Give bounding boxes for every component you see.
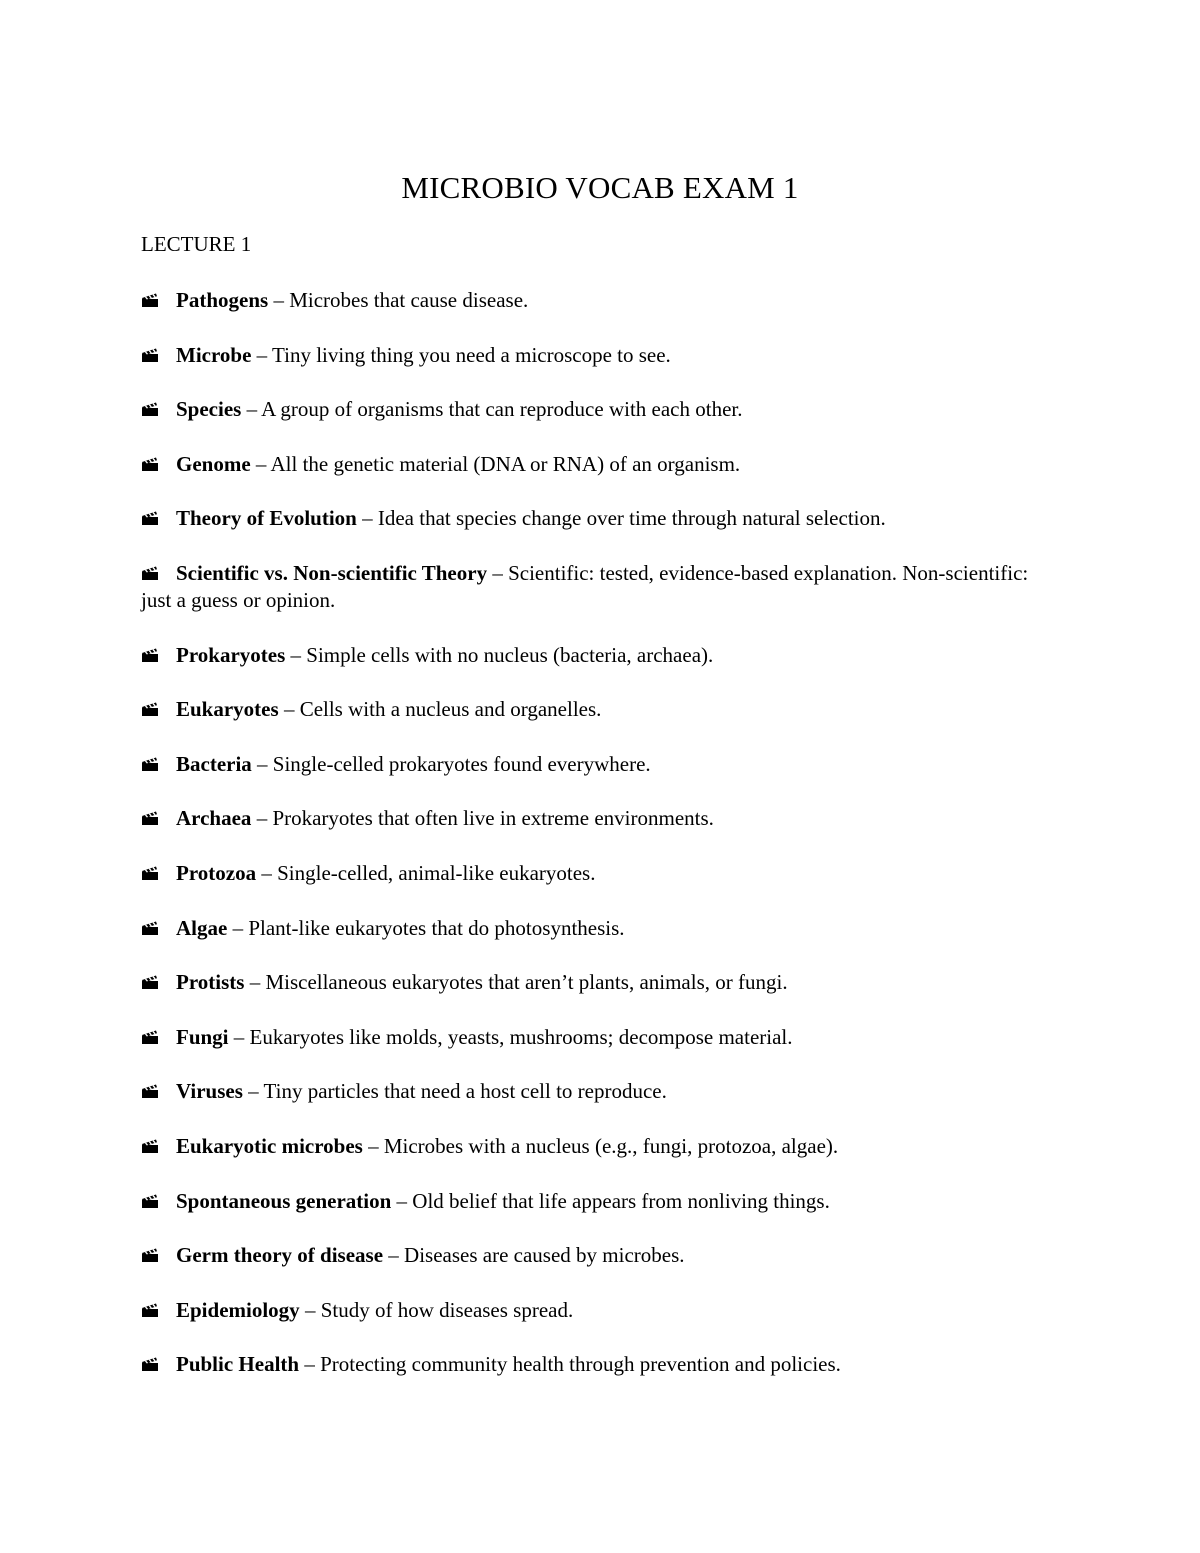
term-separator: – [227, 915, 249, 940]
term-separator: – [383, 1243, 405, 1268]
list-item [141, 642, 1061, 669]
term-separator: – [285, 642, 307, 667]
list-item [141, 287, 1061, 314]
list-item [141, 696, 1061, 723]
term-separator: – [228, 1024, 250, 1049]
list-item [141, 1133, 1061, 1160]
list-item [141, 505, 1061, 532]
term-separator: – [362, 1133, 384, 1158]
vocab-definition: Tiny living thing you need a microscope to see. [272, 342, 671, 367]
list-item [141, 805, 1061, 832]
list-item [141, 1297, 1061, 1324]
vocab-term: Protists [176, 970, 245, 995]
clapperboard-bullet-icon [141, 751, 176, 778]
clapperboard-bullet-icon [141, 969, 176, 996]
vocab-term: Public Health [176, 1352, 300, 1377]
list-item [141, 860, 1061, 887]
vocab-term: Species [176, 397, 242, 422]
vocab-term: Protozoa [176, 860, 257, 885]
vocab-definition: Miscellaneous eukaryotes that aren’t plants, animals, or fungi. [265, 970, 788, 995]
term-separator: – [251, 342, 273, 367]
clapperboard-bullet-icon [141, 805, 176, 832]
list-item [141, 1242, 1061, 1269]
list-item [141, 396, 1061, 423]
vocab-definition: Scientific: tested, evidence-based explanation. Non-scientific: just a guess or opinion. [141, 560, 1029, 612]
vocab-term: Eukaryotes [176, 697, 279, 722]
vocab-term: Fungi [176, 1024, 229, 1049]
list-item [141, 1351, 1061, 1378]
vocab-definition: Eukaryotes like molds, yeasts, mushrooms; decompose material. [249, 1024, 793, 1049]
vocab-term: Germ theory of disease [176, 1243, 384, 1268]
vocab-definition: Prokaryotes that often live in extreme environments. [272, 806, 714, 831]
clapperboard-bullet-icon [141, 560, 176, 587]
clapperboard-bullet-icon [141, 696, 176, 723]
vocab-term: Microbe [176, 342, 252, 367]
vocab-definition: Microbes that cause disease. [289, 288, 529, 312]
clapperboard-bullet-icon [141, 287, 176, 314]
clapperboard-bullet-icon [141, 1133, 176, 1160]
document-title: MICROBIO VOCAB EXAM 1 [401, 170, 799, 205]
term-separator: – [299, 1297, 321, 1322]
vocab-term: Epidemiology [176, 1297, 300, 1322]
list-item [141, 1024, 1061, 1051]
term-separator: – [250, 451, 271, 476]
term-separator: – [244, 970, 266, 995]
term-separator: – [299, 1352, 321, 1377]
term-separator: – [251, 806, 273, 831]
term-separator: – [391, 1188, 413, 1213]
vocab-term: Theory of Evolution [176, 506, 357, 531]
vocab-definition: Microbes with a nucleus (e.g., fungi, protozoa, algae). [383, 1133, 839, 1158]
vocab-term: Bacteria [176, 751, 252, 776]
vocab-list [141, 287, 1061, 1406]
term-separator: – [256, 860, 278, 885]
vocab-term: Algae [176, 915, 228, 940]
vocab-definition: Diseases are caused by microbes. [404, 1243, 685, 1268]
vocab-definition: All the genetic material (DNA or RNA) of an organism. [270, 451, 741, 476]
vocab-definition: Protecting community health through prevention and policies. [320, 1352, 841, 1377]
vocab-definition: Single-celled, animal-like eukaryotes. [277, 860, 596, 885]
vocab-definition: A group of organisms that can reproduce with each other. [261, 397, 743, 422]
vocab-definition: Tiny particles that need a host cell to reproduce. [263, 1079, 667, 1104]
vocab-definition: Idea that species change over time through natural selection. [377, 506, 886, 531]
clapperboard-bullet-icon [141, 1351, 176, 1378]
term-separator: – [242, 1079, 264, 1104]
vocab-term: Viruses [176, 1079, 243, 1104]
clapperboard-bullet-icon [141, 860, 176, 887]
list-item [141, 342, 1061, 369]
vocab-definition: Cells with a nucleus and organelles. [299, 697, 602, 722]
list-item [141, 1078, 1061, 1105]
vocab-definition: Study of how diseases spread. [320, 1297, 574, 1322]
vocab-term: Pathogens [176, 288, 269, 312]
clapperboard-bullet-icon [141, 1078, 176, 1105]
clapperboard-bullet-icon [141, 396, 176, 423]
section-heading: LECTURE 1 [141, 232, 252, 256]
list-item [141, 1188, 1061, 1215]
vocab-term: Prokaryotes [176, 642, 286, 667]
vocab-definition: Old belief that life appears from nonliving things. [412, 1188, 830, 1213]
list-item [141, 560, 1061, 614]
term-separator: – [251, 751, 273, 776]
list-item [141, 969, 1061, 996]
term-separator: – [268, 288, 290, 312]
clapperboard-bullet-icon [141, 342, 176, 369]
list-item [141, 451, 1061, 478]
clapperboard-bullet-icon [141, 1297, 176, 1324]
list-item [141, 915, 1061, 942]
vocab-definition: Plant-like eukaryotes that do photosynthesis. [248, 915, 625, 940]
clapperboard-bullet-icon [141, 1242, 176, 1269]
clapperboard-bullet-icon [141, 915, 176, 942]
vocab-definition: Simple cells with no nucleus (bacteria, archaea). [306, 642, 714, 667]
vocab-term: Spontaneous generation [176, 1188, 392, 1213]
vocab-definition: Single-celled prokaryotes found everywhere. [272, 751, 651, 776]
vocab-term: Scientific vs. Non-scientific Theory [176, 560, 488, 585]
vocab-term: Eukaryotic microbes [176, 1133, 363, 1158]
term-separator: – [487, 560, 509, 585]
clapperboard-bullet-icon [141, 505, 176, 532]
clapperboard-bullet-icon [141, 642, 176, 669]
clapperboard-bullet-icon [141, 1188, 176, 1215]
term-separator: – [356, 506, 378, 531]
vocab-term: Genome [176, 451, 251, 476]
term-separator: – [241, 397, 262, 422]
term-separator: – [278, 697, 300, 722]
vocab-term: Archaea [176, 806, 252, 831]
clapperboard-bullet-icon [141, 451, 176, 478]
list-item [141, 751, 1061, 778]
clapperboard-bullet-icon [141, 1024, 176, 1051]
